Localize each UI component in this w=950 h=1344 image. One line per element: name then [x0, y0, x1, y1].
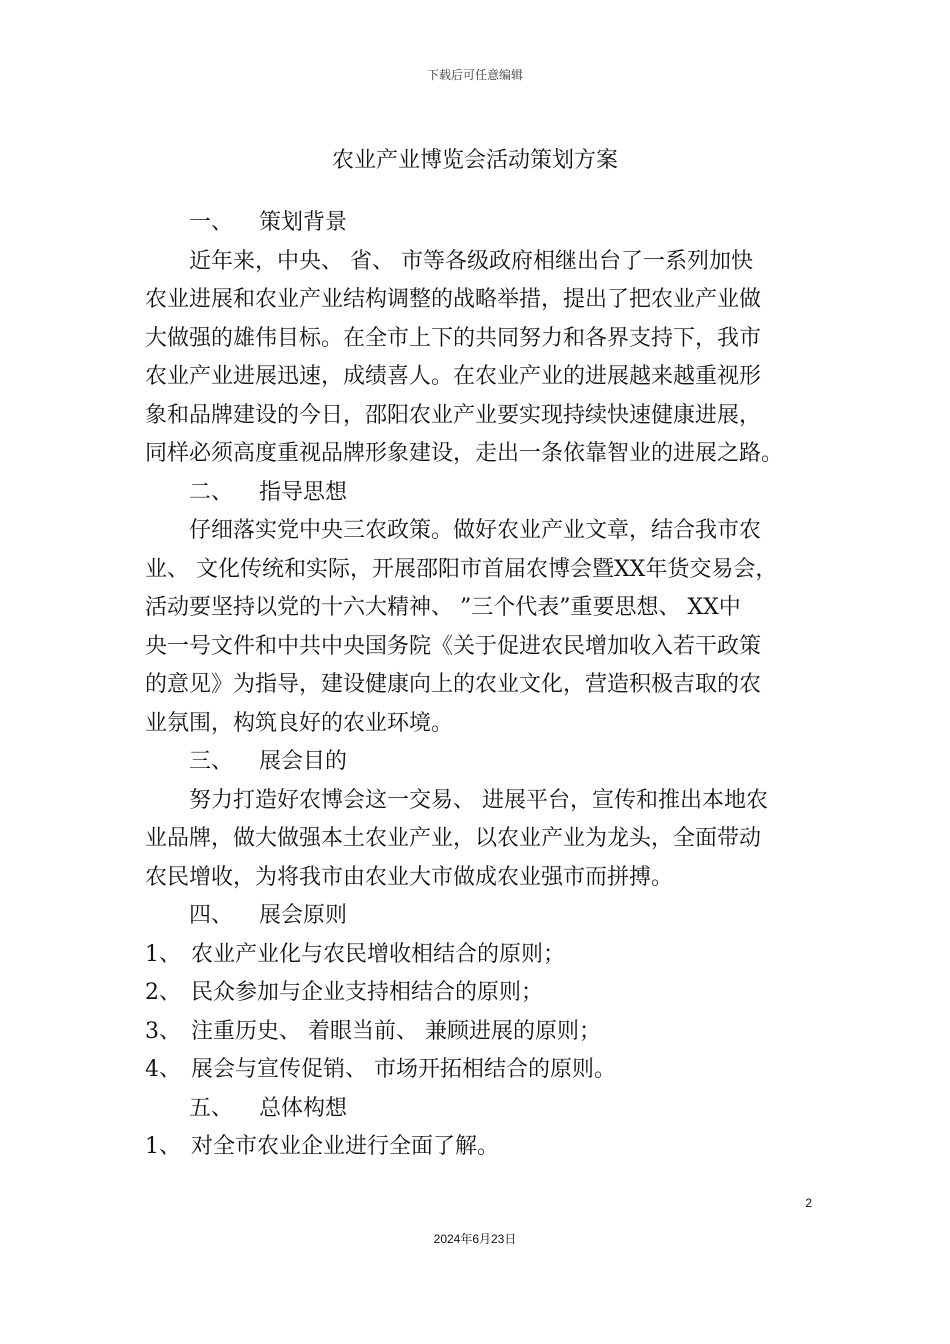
paragraph-line: 努力打造好农博会这一交易、 进展平台，宣传和推出本地农	[189, 787, 768, 813]
footer-date: 2024年6月23日	[433, 1232, 517, 1246]
paragraph-line: 近年来，中央、 省、 市等各级政府相继出台了一系列加快	[189, 248, 753, 274]
list-number: 4、	[145, 1057, 181, 1082]
page-number: 2	[805, 1196, 812, 1210]
section-heading	[145, 1090, 810, 1129]
section-number: 三、	[189, 749, 234, 774]
section-title: 展会目的	[259, 749, 348, 774]
paragraph-line: 业、 文化传统和实际，开展邵阳市首届农博会暨XX年货交易会，	[145, 556, 778, 582]
paragraph-line: 的意见》为指导，建设健康向上的农业文化，营造积极吉取的农	[145, 672, 762, 697]
section-title: 总体构想	[259, 1095, 348, 1121]
list-text: 展会与宣传促销、 市场开拓相结合的原则。	[191, 1057, 616, 1082]
section-title: 策划背景	[259, 210, 348, 235]
paragraph-line: 仔细落实党中央三农政策。做好农业产业文章，结合我市农	[189, 518, 762, 543]
list-item	[145, 974, 810, 1013]
paragraph-line: 农业产业进展迅速，成绩喜人。在农业产业的进展越来越重视形	[145, 364, 762, 389]
list-item	[145, 1128, 810, 1167]
list-text: 对全市农业企业进行全面了解。	[191, 1134, 500, 1159]
list-text: 民众参加与企业支持相结合的原则；	[191, 980, 544, 1005]
list-item	[145, 1013, 810, 1052]
list-item	[145, 936, 810, 975]
section-number: 五、	[189, 1095, 234, 1121]
section-title: 展会原则	[259, 903, 348, 928]
paragraph-line: 农业进展和农业产业结构调整的战略举措，提出了把农业产业做	[145, 287, 762, 312]
list-number: 2、	[145, 980, 181, 1005]
header-note: 下载后可任意编辑	[426, 68, 523, 82]
paragraph-line: 活动要坚持以党的十六大精神、 ”三个代表”重要思想、 XX中	[145, 595, 741, 620]
list-number: 1、	[145, 1134, 181, 1159]
document-title: 农业产业博览会活动策划方案	[331, 148, 618, 173]
section-heading	[145, 743, 810, 782]
paragraph-line: 象和品牌建设的今日，邵阳农业产业要实现持续快速健康进展，	[145, 402, 762, 428]
paragraph-line: 业品牌，做大做强本土农业产业，以农业产业为龙头，全面带动	[145, 826, 762, 851]
paragraph-line: 大做强的雄伟目标。在全市上下的共同努力和各界支持下，我市	[145, 325, 762, 351]
list-number: 3、	[145, 1018, 181, 1044]
list-text: 农业产业化与农民增收相结合的原则；	[191, 941, 566, 967]
paragraph-line: 同样必须高度重视品牌形象建设，走出一条依靠智业的进展之路。	[145, 441, 784, 466]
section-number: 四、	[189, 903, 234, 928]
list-text: 注重历史、 着眼当前、 兼顾进展的原则；	[191, 1018, 601, 1044]
section-heading	[145, 474, 810, 513]
list-item	[145, 1051, 810, 1090]
list-number: 1、	[145, 941, 181, 967]
section-number: 二、	[189, 479, 234, 505]
document-body	[145, 204, 810, 1167]
paragraph-line: 业氛围，构筑良好的农业环境。	[145, 710, 454, 736]
section-heading	[145, 204, 810, 243]
section-number: 一、	[189, 210, 234, 235]
paragraph-line: 央一号文件和中共中央国务院《关于促进农民增加收入若干政策	[145, 633, 762, 659]
section-title: 指导思想	[259, 479, 348, 505]
section-heading	[145, 897, 810, 936]
paragraph-line: 农民增收，为将我市由农业大市做成农业强市而拼搏。	[145, 864, 674, 890]
